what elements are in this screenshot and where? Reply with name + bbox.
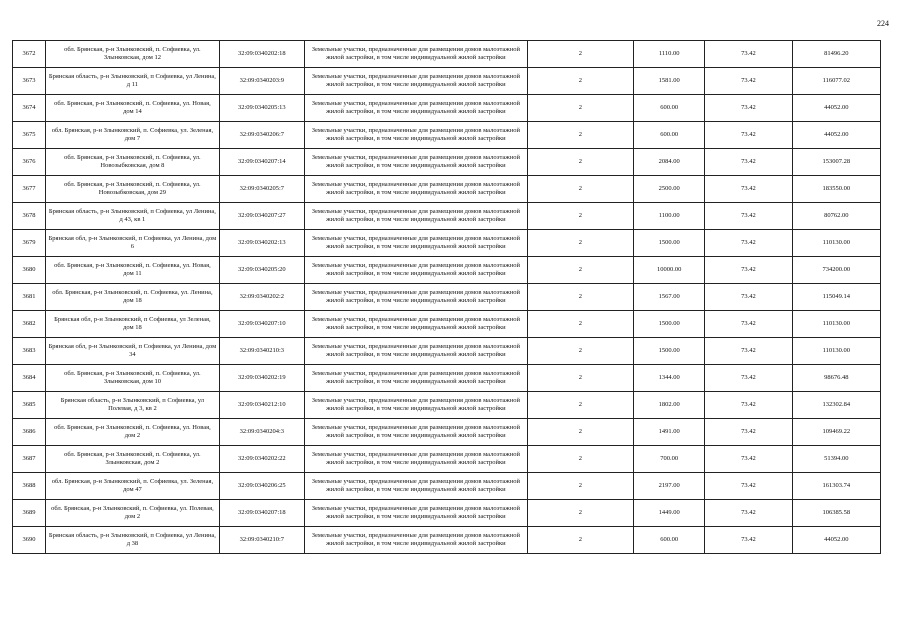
- address-cell: Брянская обл, р-н Злынковский, п Софиевка, ул Зеленая, дом 18: [46, 311, 220, 338]
- row-number-cell: 3686: [13, 419, 46, 446]
- cadastral-value-cell: 51394.00: [792, 446, 880, 473]
- row-number-cell: 3690: [13, 527, 46, 554]
- cadastral-number-cell: 32:09:0340212:10: [219, 392, 304, 419]
- address-cell: Брянская область, р-н Злынковский, п Софиевка, ул Полевая, д 3, кв 2: [46, 392, 220, 419]
- cadastral-number-cell: 32:09:0340207:10: [219, 311, 304, 338]
- cadastral-value-cell: 98676.48: [792, 365, 880, 392]
- table-row: [13, 230, 881, 257]
- row-number-cell: 3677: [13, 176, 46, 203]
- cadastral-value-cell: 44052.00: [792, 527, 880, 554]
- permitted-use-cell: Земельные участки, предназначенные для размещения домов малоэтажной жилой застройки, в том числе индивидуальной жилой застройки: [304, 41, 527, 68]
- area-cell: 1500.00: [634, 338, 705, 365]
- category-cell: 2: [527, 311, 633, 338]
- cadastral-value-cell: 110130.00: [792, 311, 880, 338]
- specific-value-cell: 73.42: [705, 95, 792, 122]
- cadastral-number-cell: 32:09:0340207:18: [219, 500, 304, 527]
- permitted-use-cell: Земельные участки, предназначенные для размещения домов малоэтажной жилой застройки, в том числе индивидуальной жилой застройки: [304, 68, 527, 95]
- cadastral-number-cell: 32:09:0340204:3: [219, 419, 304, 446]
- permitted-use-cell: Земельные участки, предназначенные для размещения домов малоэтажной жилой застройки, в том числе индивидуальной жилой застройки: [304, 473, 527, 500]
- area-cell: 1567.00: [634, 284, 705, 311]
- permitted-use-cell: Земельные участки, предназначенные для размещения домов малоэтажной жилой застройки, в том числе индивидуальной жилой застройки: [304, 311, 527, 338]
- cadastral-value-cell: 110130.00: [792, 230, 880, 257]
- category-cell: 2: [527, 95, 633, 122]
- cadastral-value-cell: 44052.00: [792, 95, 880, 122]
- cadastral-number-cell: 32:09:0340203:9: [219, 68, 304, 95]
- row-number-cell: 3679: [13, 230, 46, 257]
- cadastral-value-cell: 81496.20: [792, 41, 880, 68]
- specific-value-cell: 73.42: [705, 446, 792, 473]
- table-row: [13, 41, 881, 68]
- page-number: 224: [877, 19, 889, 28]
- table-row: [13, 500, 881, 527]
- specific-value-cell: 73.42: [705, 122, 792, 149]
- row-number-cell: 3673: [13, 68, 46, 95]
- category-cell: 2: [527, 500, 633, 527]
- permitted-use-cell: Земельные участки, предназначенные для размещения домов малоэтажной жилой застройки, в том числе индивидуальной жилой застройки: [304, 95, 527, 122]
- area-cell: 600.00: [634, 95, 705, 122]
- category-cell: 2: [527, 284, 633, 311]
- address-cell: обл. Брянская, р-н Злынковский, п. Софиевка, ул. Новозыбковская, дом 8: [46, 149, 220, 176]
- permitted-use-cell: Земельные участки, предназначенные для размещения домов малоэтажной жилой застройки, в том числе индивидуальной жилой застройки: [304, 149, 527, 176]
- table-row: [13, 257, 881, 284]
- cadastral-value-cell: 44052.00: [792, 122, 880, 149]
- table-row: [13, 203, 881, 230]
- specific-value-cell: 73.42: [705, 230, 792, 257]
- specific-value-cell: 73.42: [705, 527, 792, 554]
- table-row: [13, 446, 881, 473]
- area-cell: 1500.00: [634, 230, 705, 257]
- area-cell: 600.00: [634, 527, 705, 554]
- area-cell: 700.00: [634, 446, 705, 473]
- table-row: [13, 473, 881, 500]
- permitted-use-cell: Земельные участки, предназначенные для размещения домов малоэтажной жилой застройки, в том числе индивидуальной жилой застройки: [304, 500, 527, 527]
- cadastral-value-cell: 115049.14: [792, 284, 880, 311]
- area-cell: 1581.00: [634, 68, 705, 95]
- category-cell: 2: [527, 527, 633, 554]
- address-cell: обл. Брянская, р-н Злынковский, п. Софиевка, ул. Ленина, дом 18: [46, 284, 220, 311]
- category-cell: 2: [527, 68, 633, 95]
- area-cell: 1802.00: [634, 392, 705, 419]
- row-number-cell: 3685: [13, 392, 46, 419]
- cadastral-value-cell: 183550.00: [792, 176, 880, 203]
- address-cell: обл. Брянская, р-н Злынковский, п. Софиевка, ул. Новая, дом 2: [46, 419, 220, 446]
- category-cell: 2: [527, 203, 633, 230]
- area-cell: 2084.00: [634, 149, 705, 176]
- specific-value-cell: 73.42: [705, 68, 792, 95]
- specific-value-cell: 73.42: [705, 311, 792, 338]
- area-cell: 2197.00: [634, 473, 705, 500]
- area-cell: 2500.00: [634, 176, 705, 203]
- row-number-cell: 3687: [13, 446, 46, 473]
- table-row: [13, 122, 881, 149]
- cadastral-value-cell: 110130.00: [792, 338, 880, 365]
- table-row: [13, 527, 881, 554]
- specific-value-cell: 73.42: [705, 365, 792, 392]
- address-cell: обл. Брянская, р-н Злынковский, п. Софиевка, ул. Полевая, дом 2: [46, 500, 220, 527]
- category-cell: 2: [527, 419, 633, 446]
- area-cell: 1110.00: [634, 41, 705, 68]
- cadastral-number-cell: 32:09:0340202:18: [219, 41, 304, 68]
- cadastral-value-cell: 153007.28: [792, 149, 880, 176]
- permitted-use-cell: Земельные участки, предназначенные для размещения домов малоэтажной жилой застройки, в том числе индивидуальной жилой застройки: [304, 203, 527, 230]
- specific-value-cell: 73.42: [705, 284, 792, 311]
- category-cell: 2: [527, 176, 633, 203]
- category-cell: 2: [527, 149, 633, 176]
- permitted-use-cell: Земельные участки, предназначенные для размещения домов малоэтажной жилой застройки, в том числе индивидуальной жилой застройки: [304, 365, 527, 392]
- specific-value-cell: 73.42: [705, 257, 792, 284]
- row-number-cell: 3680: [13, 257, 46, 284]
- specific-value-cell: 73.42: [705, 149, 792, 176]
- table-row: [13, 284, 881, 311]
- row-number-cell: 3684: [13, 365, 46, 392]
- address-cell: обл. Брянская, р-н Злынковский, п. Софиевка, ул. Зеленая, дом 47: [46, 473, 220, 500]
- permitted-use-cell: Земельные участки, предназначенные для размещения домов малоэтажной жилой застройки, в том числе индивидуальной жилой застройки: [304, 527, 527, 554]
- address-cell: обл. Брянская, р-н Злынковский, п. Софиевка, ул. Новая, дом 14: [46, 95, 220, 122]
- cadastral-value-cell: 734200.00: [792, 257, 880, 284]
- category-cell: 2: [527, 365, 633, 392]
- category-cell: 2: [527, 257, 633, 284]
- cadastral-number-cell: 32:09:0340202:19: [219, 365, 304, 392]
- permitted-use-cell: Земельные участки, предназначенные для размещения домов малоэтажной жилой застройки, в том числе индивидуальной жилой застройки: [304, 392, 527, 419]
- row-number-cell: 3674: [13, 95, 46, 122]
- cadastral-value-cell: 80762.00: [792, 203, 880, 230]
- table-row: [13, 149, 881, 176]
- cadastral-number-cell: 32:09:0340202:22: [219, 446, 304, 473]
- cadastral-value-cell: 132302.84: [792, 392, 880, 419]
- table-row: [13, 68, 881, 95]
- cadastral-number-cell: 32:09:0340202:13: [219, 230, 304, 257]
- cadastral-number-cell: 32:09:0340205:7: [219, 176, 304, 203]
- area-cell: 1344.00: [634, 365, 705, 392]
- table-row: [13, 338, 881, 365]
- category-cell: 2: [527, 392, 633, 419]
- permitted-use-cell: Земельные участки, предназначенные для размещения домов малоэтажной жилой застройки, в том числе индивидуальной жилой застройки: [304, 446, 527, 473]
- row-number-cell: 3672: [13, 41, 46, 68]
- land-registry-table: [12, 40, 881, 554]
- specific-value-cell: 73.42: [705, 473, 792, 500]
- category-cell: 2: [527, 473, 633, 500]
- row-number-cell: 3683: [13, 338, 46, 365]
- category-cell: 2: [527, 230, 633, 257]
- area-cell: 1491.00: [634, 419, 705, 446]
- permitted-use-cell: Земельные участки, предназначенные для размещения домов малоэтажной жилой застройки, в том числе индивидуальной жилой застройки: [304, 338, 527, 365]
- address-cell: Брянская область, р-н Злынковский, п Софиевка, ул Ленина, д 43, кв 1: [46, 203, 220, 230]
- category-cell: 2: [527, 446, 633, 473]
- permitted-use-cell: Земельные участки, предназначенные для размещения домов малоэтажной жилой застройки, в том числе индивидуальной жилой застройки: [304, 284, 527, 311]
- cadastral-number-cell: 32:09:0340210:3: [219, 338, 304, 365]
- address-cell: обл. Брянская, р-н Злынковский, п. Софиевка, ул. Новозыбковская, дом 29: [46, 176, 220, 203]
- specific-value-cell: 73.42: [705, 176, 792, 203]
- table-row: [13, 311, 881, 338]
- cadastral-number-cell: 32:09:0340207:14: [219, 149, 304, 176]
- cadastral-number-cell: 32:09:0340205:20: [219, 257, 304, 284]
- table-row: [13, 392, 881, 419]
- permitted-use-cell: Земельные участки, предназначенные для размещения домов малоэтажной жилой застройки, в том числе индивидуальной жилой застройки: [304, 419, 527, 446]
- category-cell: 2: [527, 338, 633, 365]
- row-number-cell: 3688: [13, 473, 46, 500]
- address-cell: обл. Брянская, р-н Злынковский, п. Софиевка, ул. Новая, дом 11: [46, 257, 220, 284]
- address-cell: Брянская область, р-н Злынковский, п Софиевка, ул Ленина, д 11: [46, 68, 220, 95]
- area-cell: 1100.00: [634, 203, 705, 230]
- specific-value-cell: 73.42: [705, 392, 792, 419]
- specific-value-cell: 73.42: [705, 203, 792, 230]
- address-cell: Брянская обл, р-н Злынковский, п Софиевка, ул Ленина, дом 6: [46, 230, 220, 257]
- row-number-cell: 3676: [13, 149, 46, 176]
- cadastral-value-cell: 161303.74: [792, 473, 880, 500]
- row-number-cell: 3682: [13, 311, 46, 338]
- specific-value-cell: 73.42: [705, 41, 792, 68]
- row-number-cell: 3678: [13, 203, 46, 230]
- cadastral-number-cell: 32:09:0340202:2: [219, 284, 304, 311]
- cadastral-value-cell: 116077.02: [792, 68, 880, 95]
- table-row: [13, 419, 881, 446]
- cadastral-number-cell: 32:09:0340206:7: [219, 122, 304, 149]
- category-cell: 2: [527, 41, 633, 68]
- cadastral-number-cell: 32:09:0340206:25: [219, 473, 304, 500]
- address-cell: обл. Брянская, р-н Злынковский, п. Софиевка, ул. Зеленая, дом 7: [46, 122, 220, 149]
- address-cell: Брянская область, р-н Злынковский, п Софиевка, ул Ленина, д 38: [46, 527, 220, 554]
- address-cell: обл. Брянская, р-н Злынковский, п. Софиевка, ул. Злынковская, дом 2: [46, 446, 220, 473]
- row-number-cell: 3675: [13, 122, 46, 149]
- cadastral-number-cell: 32:09:0340205:13: [219, 95, 304, 122]
- cadastral-value-cell: 109469.22: [792, 419, 880, 446]
- table-row: [13, 176, 881, 203]
- cadastral-number-cell: 32:09:0340207:27: [219, 203, 304, 230]
- category-cell: 2: [527, 122, 633, 149]
- specific-value-cell: 73.42: [705, 419, 792, 446]
- address-cell: обл. Брянская, р-н Злынковский, п. Софиевка, ул. Злынковская, дом 10: [46, 365, 220, 392]
- table-row: [13, 365, 881, 392]
- area-cell: 1449.00: [634, 500, 705, 527]
- address-cell: обл. Брянская, р-н Злынковский, п. Софиевка, ул. Злынковская, дом 12: [46, 41, 220, 68]
- specific-value-cell: 73.42: [705, 500, 792, 527]
- area-cell: 600.00: [634, 122, 705, 149]
- area-cell: 1500.00: [634, 311, 705, 338]
- row-number-cell: 3689: [13, 500, 46, 527]
- cadastral-number-cell: 32:09:0340210:7: [219, 527, 304, 554]
- table-row: [13, 95, 881, 122]
- permitted-use-cell: Земельные участки, предназначенные для размещения домов малоэтажной жилой застройки, в том числе индивидуальной жилой застройки: [304, 176, 527, 203]
- cadastral-value-cell: 106385.58: [792, 500, 880, 527]
- specific-value-cell: 73.42: [705, 338, 792, 365]
- permitted-use-cell: Земельные участки, предназначенные для размещения домов малоэтажной жилой застройки, в том числе индивидуальной жилой застройки: [304, 257, 527, 284]
- row-number-cell: 3681: [13, 284, 46, 311]
- permitted-use-cell: Земельные участки, предназначенные для размещения домов малоэтажной жилой застройки, в том числе индивидуальной жилой застройки: [304, 122, 527, 149]
- permitted-use-cell: Земельные участки, предназначенные для размещения домов малоэтажной жилой застройки, в том числе индивидуальной жилой застройки: [304, 230, 527, 257]
- area-cell: 10000.00: [634, 257, 705, 284]
- address-cell: Брянская обл, р-н Злынковский, п Софиевка, ул Ленина, дом 34: [46, 338, 220, 365]
